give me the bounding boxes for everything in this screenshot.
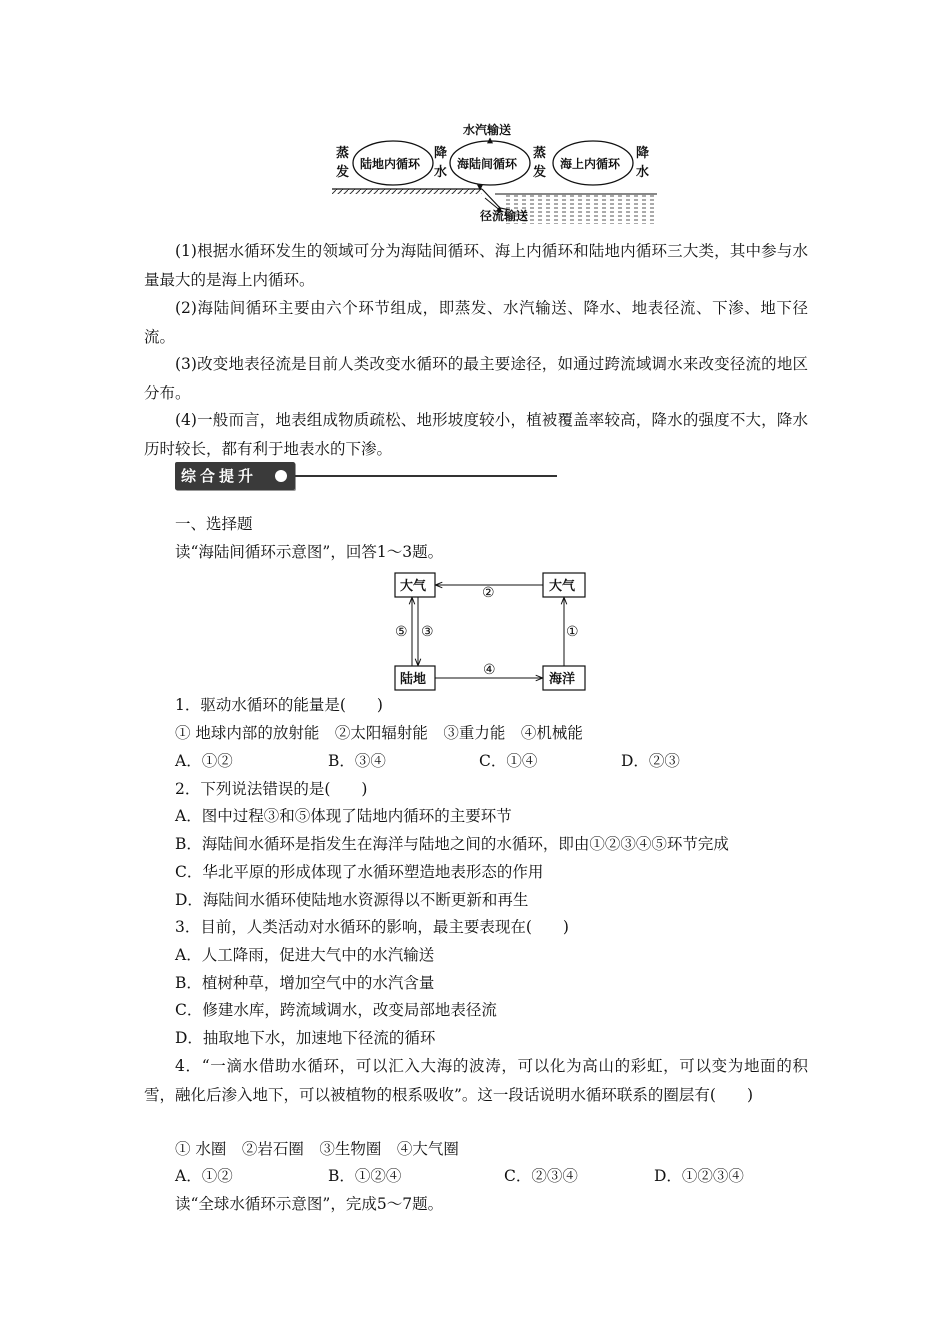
precipitation-right-char-1: 降 xyxy=(636,146,650,161)
process-5-label: ⑤ xyxy=(395,624,408,640)
evaporation-mid-char-1: 蒸 xyxy=(533,146,547,161)
banner-dot-icon xyxy=(275,470,287,482)
precipitation-right-char-2: 水 xyxy=(636,165,650,180)
question-3-option-a[interactable]: A．人工降雨，促进大气中的水汽输送 xyxy=(175,946,435,964)
question-4-option-c[interactable]: C．②③④ xyxy=(504,1167,578,1185)
land-cycle-label: 陆地内循环 xyxy=(360,157,421,171)
question-4-option-b[interactable]: B．①②④ xyxy=(328,1167,402,1185)
question-3-option-c[interactable]: C．修建水库，跨流域调水，改变局部地表径流 xyxy=(175,1001,497,1019)
question-1-sub: ① 地球内部的放射能 ②太阳辐射能 ③重力能 ④机械能 xyxy=(175,724,583,742)
question-1-option-b[interactable]: B．③④ xyxy=(328,752,386,770)
water-cycle-types-figure xyxy=(330,118,660,228)
question-2-option-b[interactable]: B．海陆间水循环是指发生在海洋与陆地之间的水循环，即由①②③④⑤环节完成 xyxy=(175,835,729,853)
banner-divider xyxy=(295,475,557,477)
question-4-option-a[interactable]: A．①② xyxy=(175,1167,233,1185)
intro-paragraph-2: (2)海陆间循环主要由六个环节组成，即蒸发、水汽输送、降水、地表径流、下渗、地下径流。 xyxy=(144,299,808,346)
process-3-label: ③ xyxy=(421,624,434,640)
question-1-stem: 1．驱动水循环的能量是( ) xyxy=(175,696,383,714)
question-2-option-d[interactable]: D．海陆间水循环使陆地水资源得以不断更新和再生 xyxy=(175,891,529,909)
section-title: 一、选择题 xyxy=(175,515,253,533)
evaporation-left-char-1: 蒸 xyxy=(336,146,350,161)
read-instruction-1: 读“海陆间循环示意图”，回答1～3题。 xyxy=(175,543,444,561)
question-1-option-a[interactable]: A．①② xyxy=(175,752,233,770)
process-1-label: ① xyxy=(566,624,579,640)
question-2-option-a[interactable]: A．图中过程③和⑤体现了陆地内循环的主要环节 xyxy=(175,807,512,825)
sea-land-cycle-label: 海陆间循环 xyxy=(457,157,518,171)
intro-paragraph-1: (1)根据水循环发生的领域可分为海陆间循环、海上内循环和陆地内循环三大类，其中参与水量最大的是海上内循环。 xyxy=(144,242,808,289)
ocean-cycle-label: 海上内循环 xyxy=(560,157,621,171)
runoff-label: 径流输送 xyxy=(480,209,529,223)
question-4-option-d[interactable]: D．①②③④ xyxy=(654,1167,744,1185)
intro-paragraph-4: (4)一般而言，地表组成物质疏松、地形坡度较小，植被覆盖率较高，降水的强度不大，降水历时较长，都有利于地表水的下渗。 xyxy=(144,411,808,458)
land-label: 陆地 xyxy=(400,672,427,687)
precipitation-mid-char-1: 降 xyxy=(434,146,448,161)
read-instruction-2: 读“全球水循环示意图”，完成5～7题。 xyxy=(175,1195,444,1213)
process-2-label: ② xyxy=(482,585,495,601)
section-banner xyxy=(175,462,557,490)
question-4-stem: 4．“一滴水借助水循环，可以汇入大海的波涛，可以化为高山的彩虹，可以变为地面的积雪，融化后渗入地下，可以被植物的根系吸收”。这一段话说明水循环联系的圈层有( ) xyxy=(144,1057,808,1104)
atmosphere-left-label: 大气 xyxy=(400,579,427,594)
intro-paragraph-3: (3)改变地表径流是目前人类改变水循环的最主要途径，如通过跨流域调水来改变径流的地区分布。 xyxy=(144,355,808,402)
question-1-option-c[interactable]: C．①④ xyxy=(479,752,538,770)
question-3-stem: 3．目前，人类活动对水循环的影响，最主要表现在( ) xyxy=(175,918,569,936)
atmosphere-right-label: 大气 xyxy=(549,579,576,594)
vapor-transport-label: 水汽输送 xyxy=(463,123,512,137)
ocean-label: 海洋 xyxy=(549,672,576,687)
question-4-sub: ① 水圈 ②岩石圈 ③生物圈 ④大气圈 xyxy=(175,1140,459,1158)
question-3-option-d[interactable]: D．抽取地下水，加速地下径流的循环 xyxy=(175,1029,436,1047)
question-2-stem: 2．下列说法错误的是( ) xyxy=(175,780,368,798)
question-3-option-b[interactable]: B．植树种草，增加空气中的水汽含量 xyxy=(175,974,435,992)
precipitation-mid-char-2: 水 xyxy=(434,165,448,180)
question-1-option-d[interactable]: D．②③ xyxy=(621,752,680,770)
section-banner-label: 综合提升 xyxy=(175,462,295,490)
sea-land-cycle-figure xyxy=(392,570,592,692)
evaporation-mid-char-2: 发 xyxy=(533,165,547,180)
process-4-label: ④ xyxy=(483,662,496,678)
question-2-option-c[interactable]: C．华北平原的形成体现了水循环塑造地表形态的作用 xyxy=(175,863,544,881)
evaporation-left-char-2: 发 xyxy=(336,165,350,180)
